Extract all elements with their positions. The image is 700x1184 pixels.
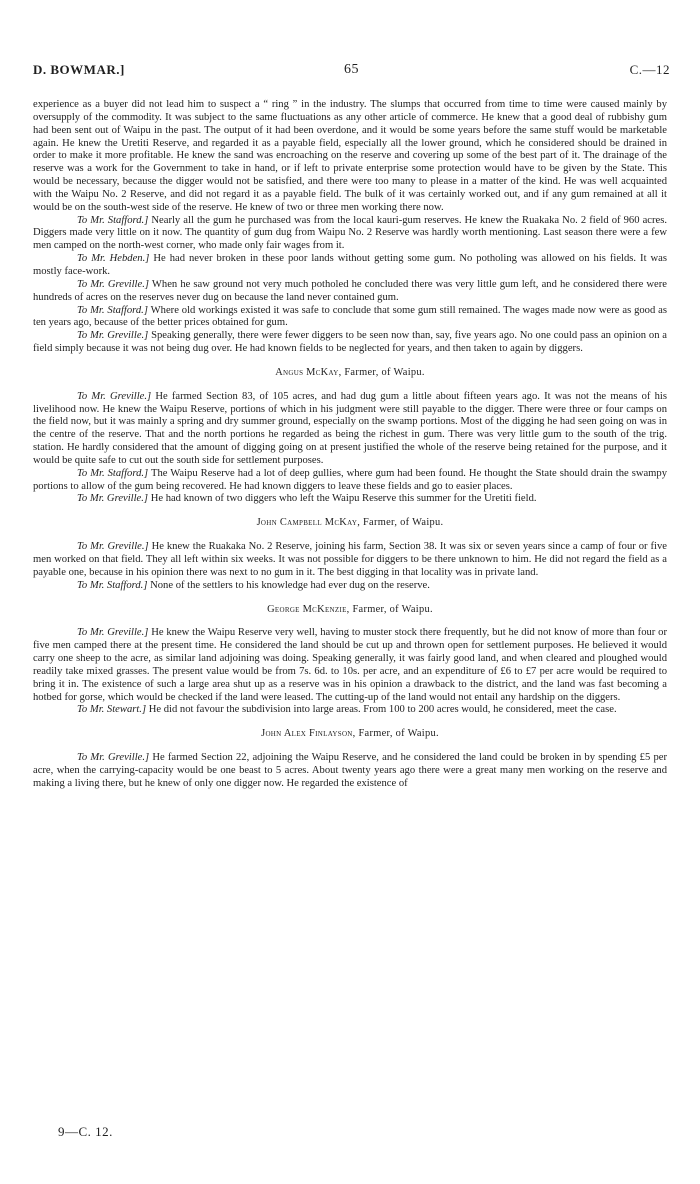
paragraph-text: He had never broken in these poor lands without getting some gum. No potholing was allowed on his fields. It was mostly face-work. [33, 253, 667, 277]
testimony-paragraph [33, 253, 667, 279]
paragraph-text: He knew the Ruakaka No. 2 Reserve, joining his farm, Section 38. It was six or seven years since a camp of four or five men worked on that field. They all left within six weeks. It was not possible for diggers to be there unknown to him. He did not regard the field as a payable one, because in his opinion there was next to no gum in it. The best digging in that locality was in private land. [33, 541, 667, 578]
testimony-paragraph [33, 752, 667, 791]
witness-name: Angus McKay [275, 366, 339, 378]
examiner-label: To Mr. Stewart.] [77, 704, 147, 716]
paragraph-text: Speaking generally, there were fewer diggers to be seen now than, say, five years ago. No one could pass an opinion on a field simply because it was not being dug over. He had known fields to be neglected for years, and then taken to again by diggers. [33, 330, 667, 355]
page-header [33, 62, 670, 82]
paragraph-text: He knew the Waipu Reserve very well, having to muster stock there frequently, but he did not know of more than four or five men camped there at the present time. He considered the land should be cut up and thrown open for settlement purposes. He believed it would carry one sheep to the acre, as similar land adjoining was doing. Speaking generally, it was fairly good land, and when cleared and ploughed would readily take mixed grasses. The present value would be from 7s. 6d. to 10s. per acre, and an expenditure of £6 to £7 per acre would be required to bring it in. The existence of such a large area shut up as a reserve was in his opinion a drawback to the district, and the land was fast becoming a hotbed for gorse, which would be checked if the land were leased. The cutting-up of the land would not entail any hardship on the diggers. [33, 627, 667, 703]
examiner-label: To Mr. Greville.] [77, 330, 149, 342]
paragraph-text: experience as a buyer did not lead him to suspect a “ ring ” in the industry. The slumps that occurred from time to time were caused mainly by oversupply of the commodity. It was subject to the same fluctuations as any other article of commerce. He knew that a good deal of rubbishy gum had been sent out of Waipu in the past. The output of it had been overdone, and it would be some years before the same stuff would be marketable again. He knew the Uretiti Reserve, and regarded it as a payable field, especially all the lower ground, which he considered should be drained in order to make it more profitable. He knew the sand was encroaching on the reserve and covering up some of the best part of it. The drainage of the reserve was a work for the Government to take in hand, or if left to private enterprise some protection would have to be given by the State. This would be necessary, because the digger would not be satisfied, and there were too many to please in a matter of the kind. He was well acquainted with the Waipu No. 2 Reserve, and did not regard it as a payable field. The bulk of it was certainly worked out, and if any gum remained at all it would be on the south-west side of the reserve. He knew of two or three men working there now. [33, 99, 667, 213]
testimony-paragraph [33, 215, 667, 254]
witness-name: George McKenzie [267, 603, 347, 615]
examiner-label: To Mr. Greville.] [77, 278, 149, 290]
document-body [33, 99, 667, 791]
testimony-paragraph [33, 99, 667, 215]
signature-mark: 9—C. 12. [58, 1124, 113, 1139]
paragraph-text: When he saw ground not very much potholed he concluded there was very little gum left, and he considered there were hundreds of acres on the reserves never dug on because the land never contained gum. [33, 278, 667, 303]
testimony-paragraph [33, 305, 667, 331]
examiner-label: To Mr. Greville.] [77, 752, 150, 764]
testimony-paragraph [33, 330, 667, 356]
document-reference: C.—12 [629, 62, 670, 77]
paragraph-text: The Waipu Reserve had a lot of deep gullies, where gum had been found. He thought the State should drain the swampy portions to allow of the gum being recovered. He had known diggers to leave these fields and go to easier places. [33, 467, 668, 492]
examiner-label: To Mr. Stafford.] [77, 579, 148, 591]
testimony-paragraph [33, 541, 667, 580]
witness-description: , Farmer, of Waipu. [352, 728, 439, 740]
examiner-label: To Mr. Hebden.] [77, 253, 150, 265]
paragraph-text: None of the settlers to his knowledge had ever dug on the reserve. [150, 579, 430, 591]
paragraph-text: He had known of two diggers who left the Waipu Reserve this summer for the Uretiti field. [150, 493, 537, 505]
testimony-paragraph [33, 627, 667, 704]
examiner-label: To Mr. Greville.] [77, 390, 152, 402]
testimony-paragraph [33, 704, 667, 717]
witness-heading [33, 517, 667, 530]
page-number: 65 [344, 62, 359, 77]
witness-heading [33, 367, 667, 380]
paragraph-text: He farmed Section 83, of 105 acres, and had dug gum a little about fifteen years ago. It was not the means of his livelihood now. He knew the Waipu Reserve, portions of which in his judgment were still payable to the digger. There were three or four camps on the field now, but it was mainly a spring and dry summer ground, especially on the swamp portions. Most of the digging he had seen going on was in the centre of the reserve. That and the north portions he regarded as being the richest in gum. There was very little gum to the south of the trig. station. He hardly considered that the amount of digging going on at present justified the whole of the reserve being retained for the purpose, and it would be quite safe to cut out the south side for settlement purposes. [33, 390, 667, 466]
testimony-paragraph [33, 493, 667, 506]
paragraph-text: He did not favour the subdivision into large areas. From 100 to 200 acres would, he considered, meet the case. [148, 704, 617, 716]
witness-heading [33, 604, 667, 617]
header-witness-name: D. BOWMAR.] [33, 62, 125, 77]
witness-name: John Campbell McKay [256, 517, 358, 529]
witness-name: John Alex Finlayson [261, 728, 353, 740]
examiner-label: To Mr. Stafford.] [77, 214, 149, 226]
witness-heading [33, 728, 667, 741]
examiner-label: To Mr. Stafford.] [77, 467, 149, 479]
paragraph-text: Nearly all the gum he purchased was from the local kauri-gum reserves. He knew the Ruakaka No. 2 field of 960 acres. Diggers made very little on it now. The quantity of gum dug from Waipu No. 2 Reserve was hardly worth mentioning. Last season there were a few men camped on the north-west corner, who made only fair wages from it. [33, 214, 667, 252]
paragraph-text: Where old workings existed it was safe to conclude that some gum still remained. The wages made now were as good as ten years ago, because of the better prices obtained for gum. [33, 304, 668, 329]
witness-description: , Farmer, of Waipu. [338, 366, 425, 378]
testimony-paragraph [33, 279, 667, 305]
examiner-label: To Mr. Greville.] [77, 541, 149, 553]
paragraph-text: He farmed Section 22, adjoining the Waipu Reserve, and he considered the land could be broken in by spending £5 per acre, when the carrying-capacity would be one beast to 5 acres. About twenty years ago there were a great many men working on the reserve and making a living there, but he knew of only one digger now. He regarded the existence of [33, 752, 667, 789]
testimony-paragraph [33, 468, 667, 494]
examiner-label: To Mr. Greville.] [77, 493, 149, 505]
testimony-paragraph [33, 580, 667, 593]
examiner-label: To Mr. Greville.] [77, 627, 149, 639]
examiner-label: To Mr. Stafford.] [77, 304, 148, 316]
witness-description: , Farmer, of Waipu. [346, 603, 433, 615]
testimony-paragraph [33, 391, 667, 468]
witness-description: , Farmer, of Waipu. [357, 517, 444, 529]
